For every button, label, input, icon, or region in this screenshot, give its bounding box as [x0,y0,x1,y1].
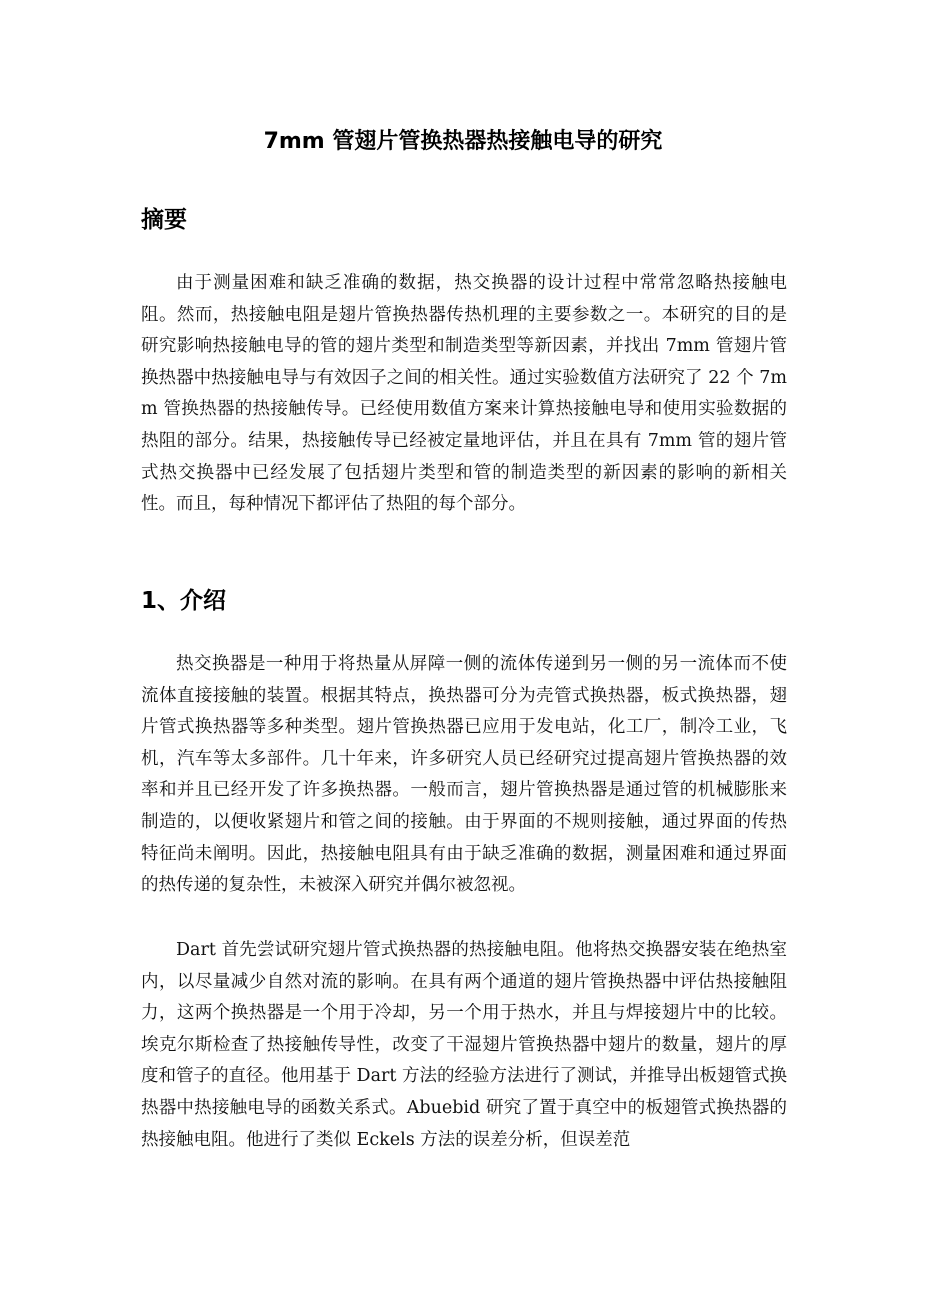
introduction-heading: 1、介绍 [141,588,227,614]
document-title: 7mm 管翅片管换热器热接触电导的研究 [263,129,663,154]
abstract-heading: 摘要 [141,207,187,233]
introduction-paragraph-1: 热交换器是一种用于将热量从屏障一侧的流体传递到另一侧的另一流体而不使流体直接接触的装置。根据其特点，换热器可分为壳管式换热器，板式换热器，翅片管式换热器等多种类型。翅片管换热器已应用于发电站，化工厂，制冷工业，飞机，汽车等太多部件。几十年来，许多研究人员已经研究过提高翅片管换热器的效率和并且已经开发了许多换热器。一般而言，翅片管换热器是通过管的机械膨胀来制造的，以便收紧翅片和管之间的接触。由于界面的不规则接触，通过界面的传热特征尚未阐明。因此，热接触电阻具有由于缺乏准确的数据，测量困难和通过界面的热传递的复杂性，未被深入研究并偶尔被忽视。 [141,654,787,896]
abstract-paragraph: 由于测量困难和缺乏准确的数据，热交换器的设计过程中常常忽略热接触电阻。然而，热接触电阻是翅片管换热器传热机理的主要参数之一。本研究的目的是研究影响热接触电导的管的翅片类型和制造类型等新因素，并找出 7mm 管翅片管换热器中热接触电导与有效因子之间的相关性。通过实验数值方法研究了 22 个 7mm 管换热器的热接触传导。已经使用数值方案来计算热接触电导和使用实验数据的热阻的部分。结果，热接触传导已经被定量地评估，并且在具有 7mm 管的翅片管式热交换器中已经发展了包括翅片类型和管的制造类型的新因素的影响的新相关性。而且，每种情况下都评估了热阻的每个部分。 [141,273,787,515]
introduction-paragraph-2: Dart 首先尝试研究翅片管式换热器的热接触电阻。他将热交换器安装在绝热室内，以尽量减少自然对流的影响。在具有两个通道的翅片管换热器中评估热接触阻力，这两个换热器是一个用于冷却，另一个用于热水，并且与焊接翅片中的比较。埃克尔斯检查了热接触传导性，改变了干湿翅片管换热器中翅片的数量，翅片的厚度和管子的直径。他用基于 Dart 方法的经验方法进行了测试，并推导出板翅管式换热器中热接触电导的函数关系式。Abuebid 研究了置于真空中的板翅管式换热器的热接触电阻。他进行了类似 Eckels 方法的误差分析，但误差范 [141,940,787,1150]
